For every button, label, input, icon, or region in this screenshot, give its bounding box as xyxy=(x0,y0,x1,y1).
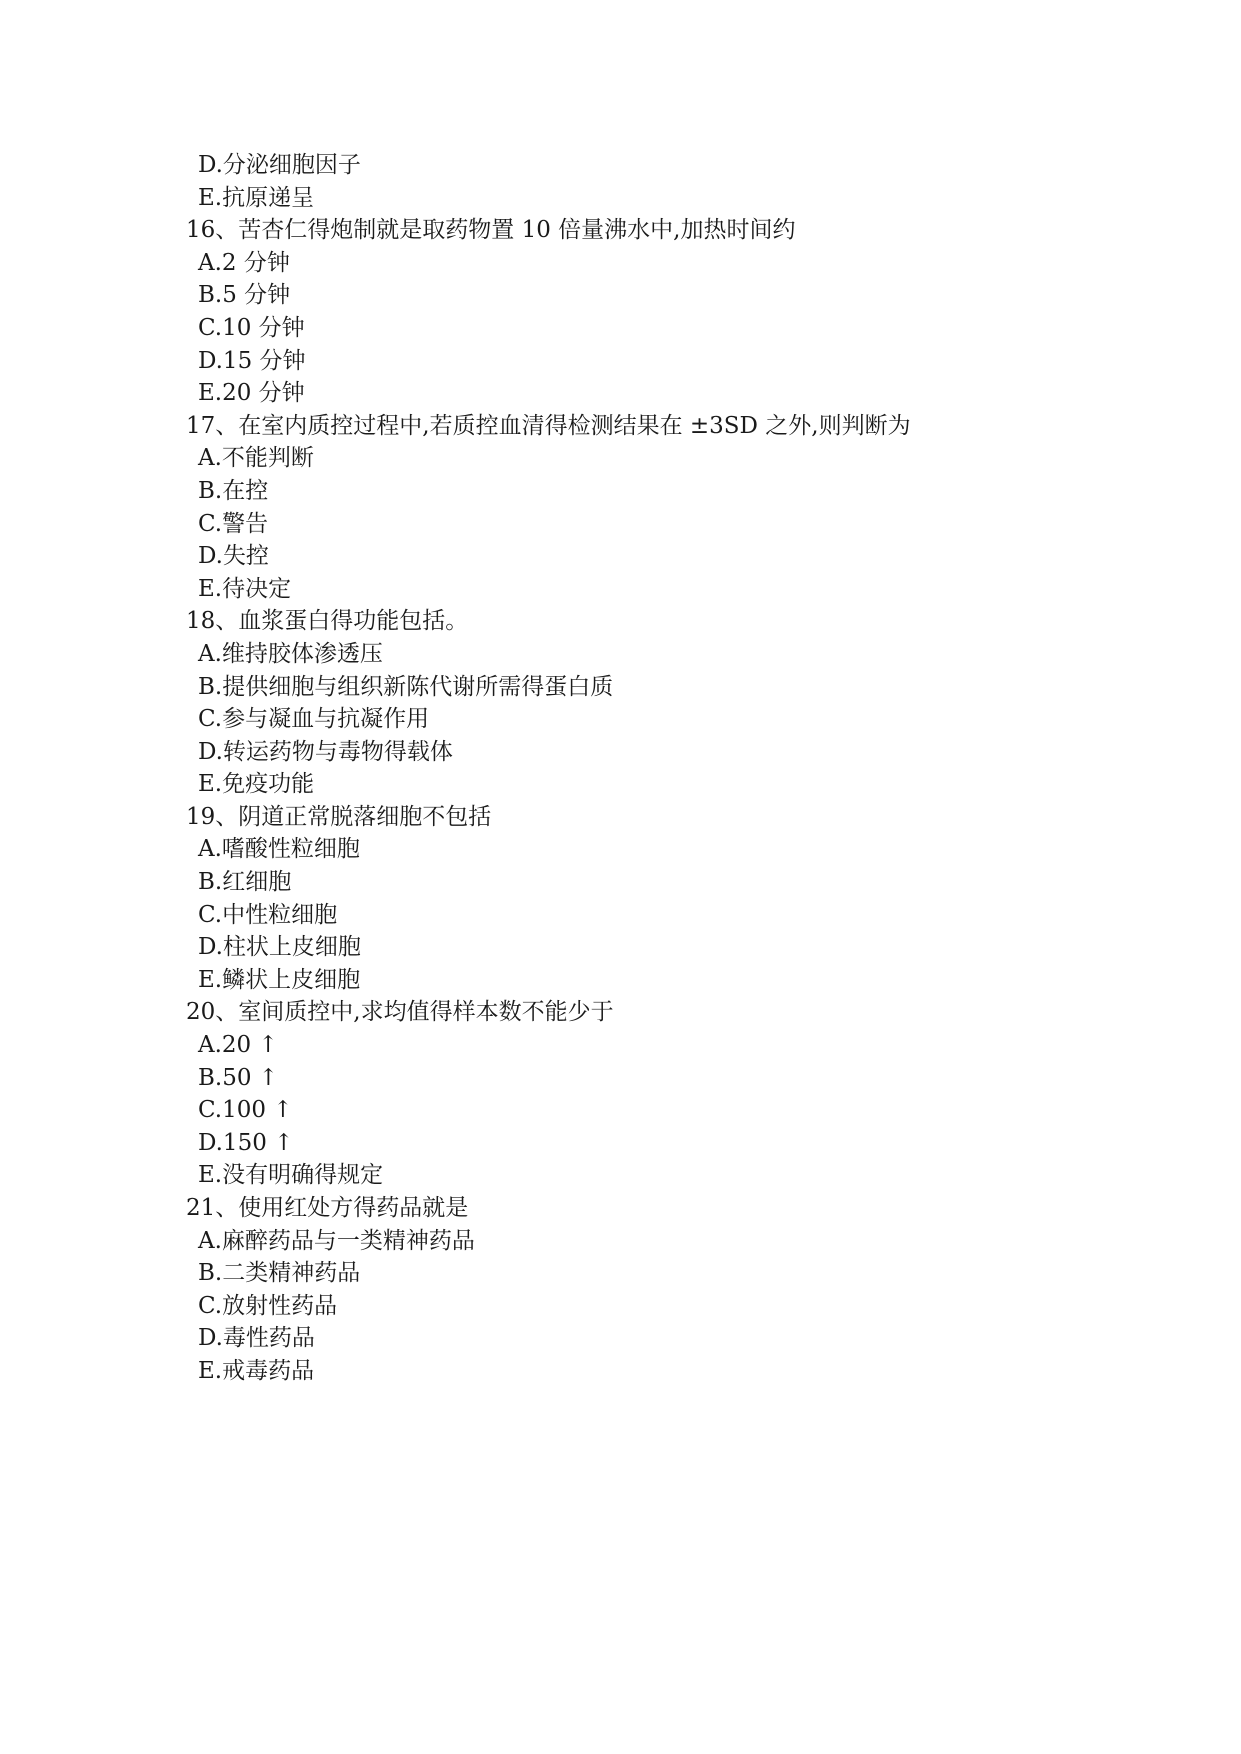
option-b: B.二类精神药品 xyxy=(198,1260,361,1287)
option-d: D.150 ↑ xyxy=(198,1129,294,1156)
option-a: A.2 分钟 xyxy=(198,249,290,276)
option-b: B.在控 xyxy=(198,477,269,504)
option-e: E.待决定 xyxy=(198,575,292,602)
question-20: 20、室间质控中,求均值得样本数不能少于 xyxy=(186,999,614,1026)
question-block xyxy=(186,214,1086,410)
question-19: 19、阴道正常脱落细胞不包括 xyxy=(186,803,492,830)
option-b: B.提供细胞与组织新陈代谢所需得蛋白质 xyxy=(198,673,614,700)
option-c: C.100 ↑ xyxy=(198,1097,293,1124)
question-block xyxy=(186,1192,1086,1388)
option-d: D.转运药物与毒物得载体 xyxy=(198,738,453,765)
option-c: C.参与凝血与抗凝作用 xyxy=(198,706,430,733)
option-e: E.戒毒药品 xyxy=(198,1357,315,1384)
option-d: D.15 分钟 xyxy=(198,347,306,374)
question-17: 17、在室内质控过程中,若质控血清得检测结果在 ±3SD 之外,则判断为 xyxy=(186,412,911,439)
option-b: B.5 分钟 xyxy=(198,282,291,309)
option-c: C.10 分钟 xyxy=(198,314,305,341)
question-list xyxy=(186,149,1086,1388)
option-d: D.分泌细胞因子 xyxy=(198,152,361,178)
option-b: B.50 ↑ xyxy=(198,1064,279,1091)
question-18: 18、血浆蛋白得功能包括。 xyxy=(186,608,469,635)
option-c: C.放射性药品 xyxy=(198,1292,338,1319)
question-16: 16、苦杏仁得炮制就是取药物置 10 倍量沸水中,加热时间约 xyxy=(186,217,796,244)
question-block xyxy=(186,410,1086,606)
option-e: E.免疫功能 xyxy=(198,771,315,798)
option-c: C.中性粒细胞 xyxy=(198,901,338,928)
option-b: B.红细胞 xyxy=(198,869,292,896)
option-a: A.20 ↑ xyxy=(198,1032,278,1059)
option-d: D.失控 xyxy=(198,543,269,570)
option-e: E.抗原递呈 xyxy=(198,184,315,211)
question-block xyxy=(186,149,1086,214)
question-block xyxy=(186,801,1086,997)
option-c: C.警告 xyxy=(198,510,269,537)
option-a: A.维持胶体渗透压 xyxy=(198,640,383,667)
option-e: E.20 分钟 xyxy=(198,380,305,407)
question-21: 21、使用红处方得药品就是 xyxy=(186,1195,469,1221)
option-a: A.不能判断 xyxy=(198,445,314,472)
option-d: D.毒性药品 xyxy=(198,1325,315,1352)
question-block xyxy=(186,996,1086,1192)
option-d: D.柱状上皮细胞 xyxy=(198,934,361,961)
option-e: E.鳞状上皮细胞 xyxy=(198,966,361,993)
question-block xyxy=(186,605,1086,801)
option-a: A.麻醉药品与一类精神药品 xyxy=(198,1227,475,1254)
option-e: E.没有明确得规定 xyxy=(198,1162,384,1189)
option-a: A.嗜酸性粒细胞 xyxy=(198,836,360,863)
